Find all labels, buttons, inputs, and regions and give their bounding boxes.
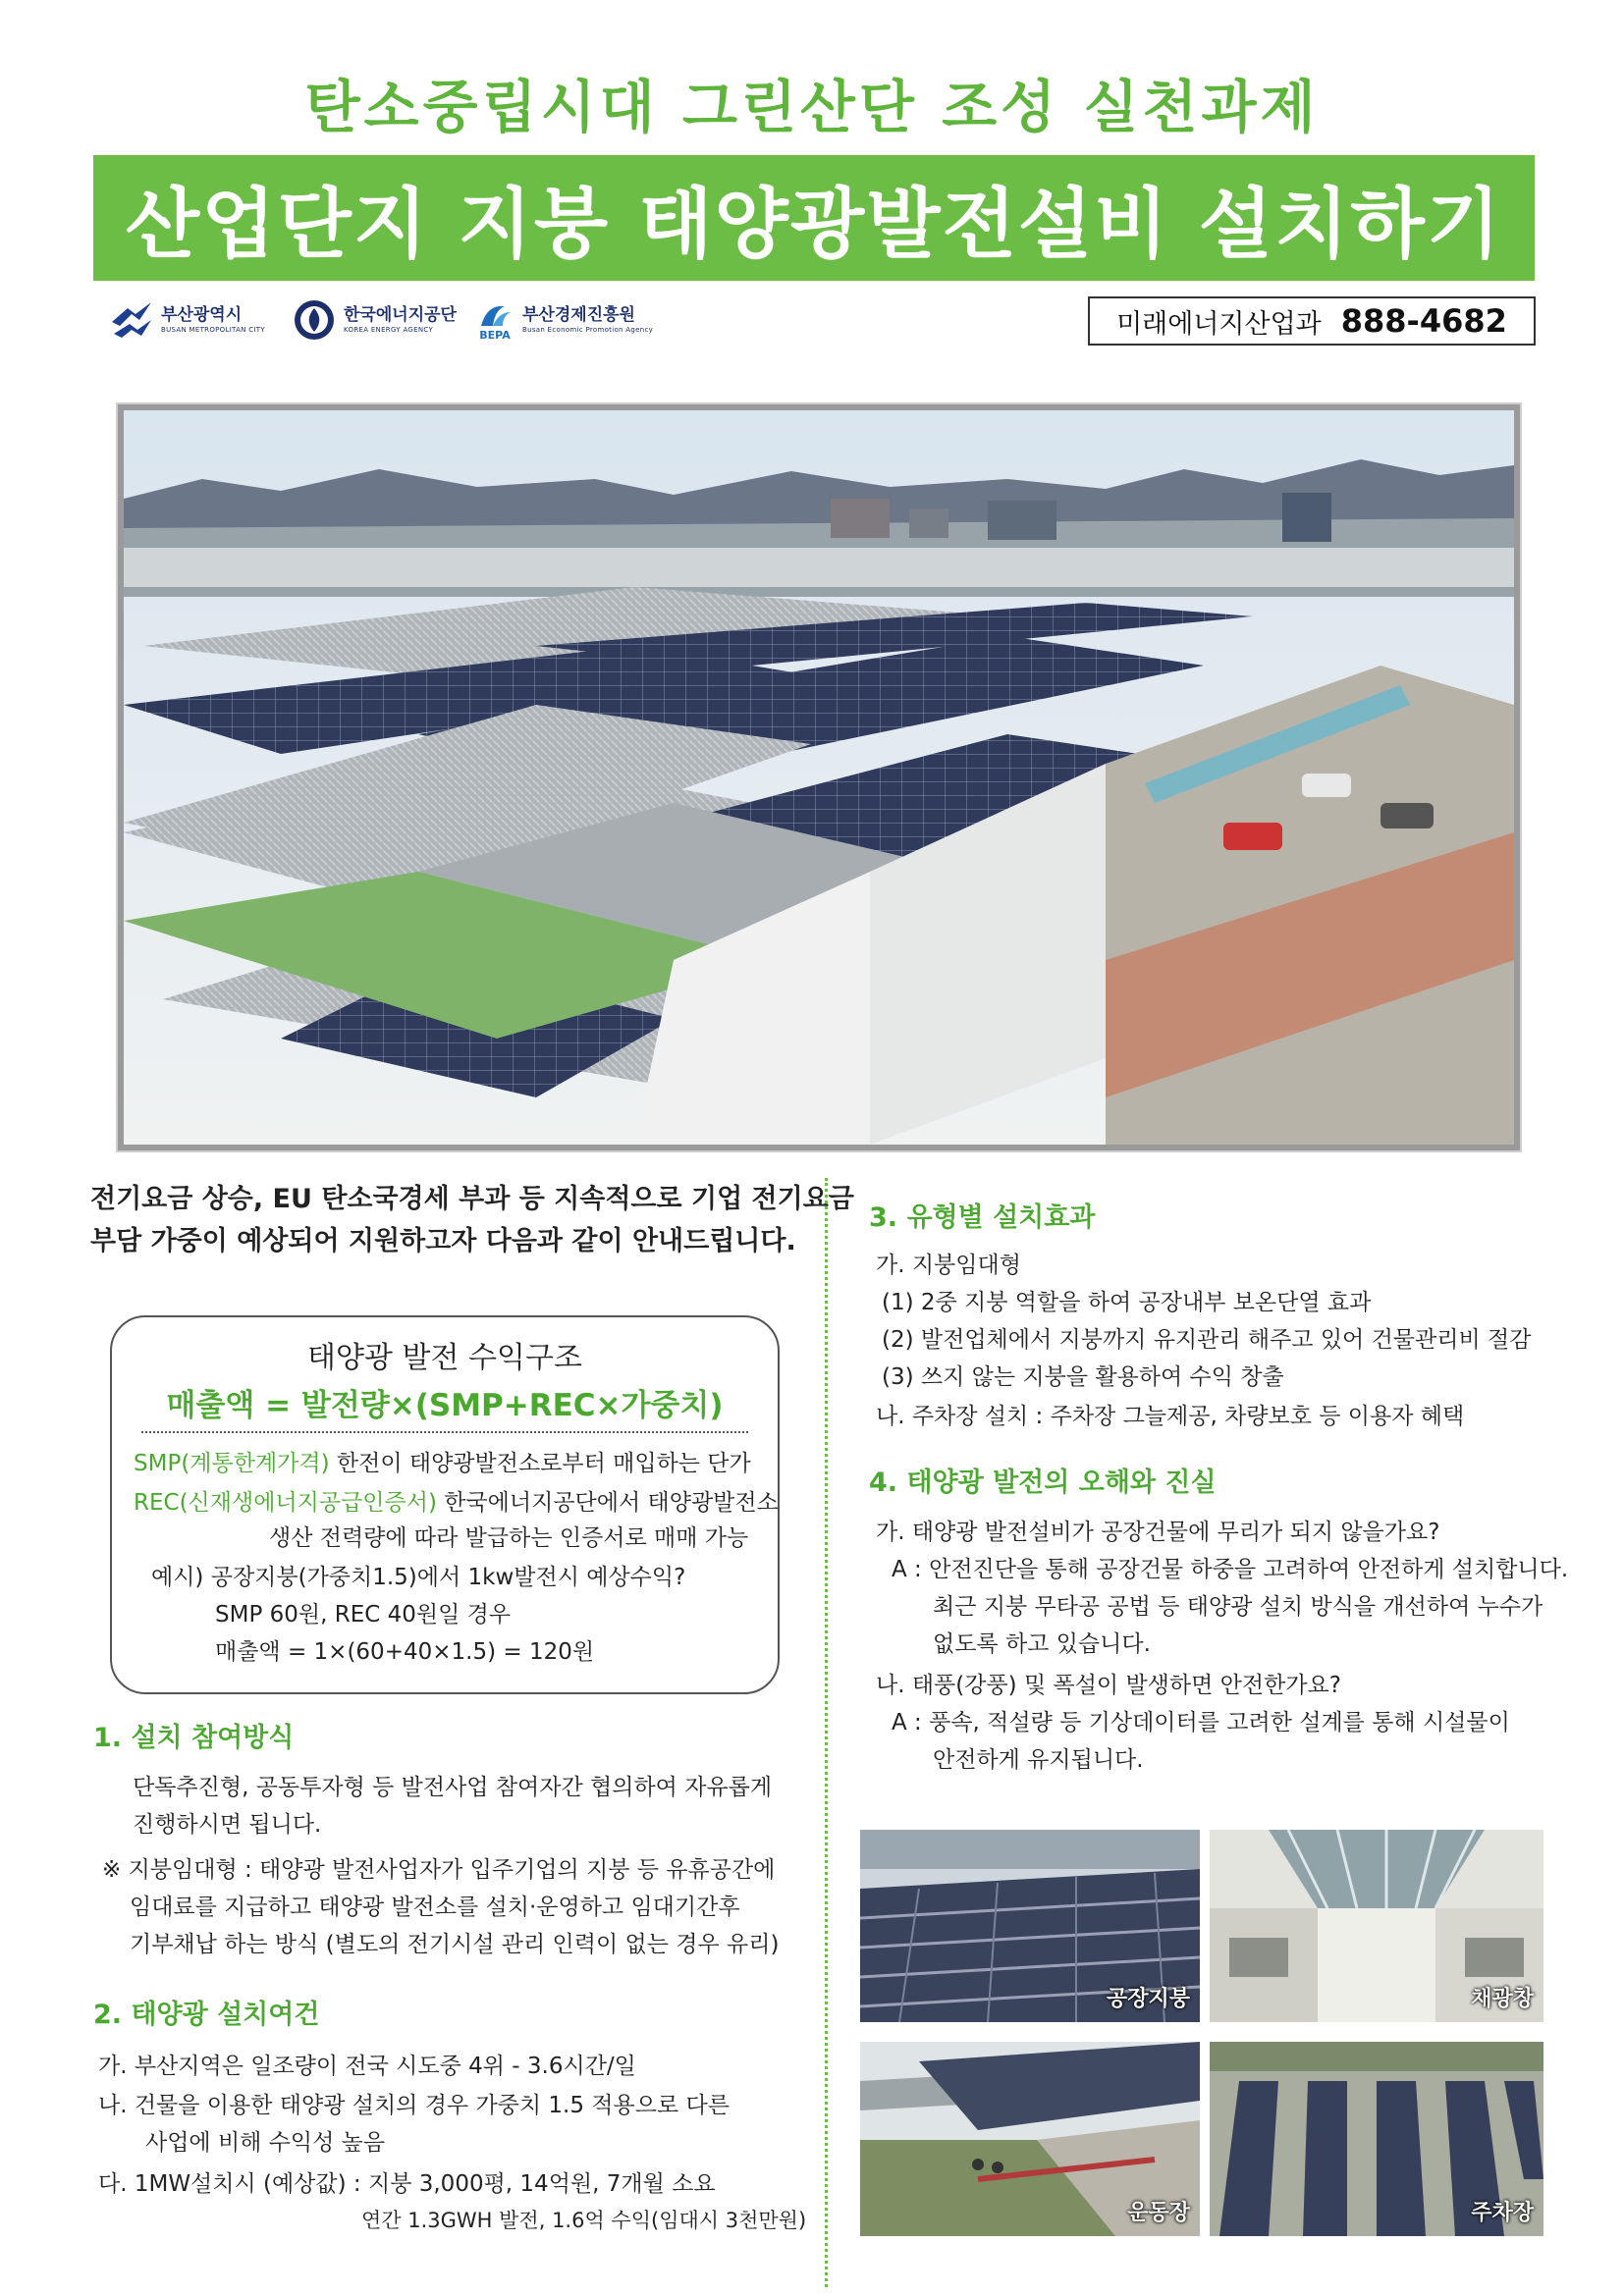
bepa-logo xyxy=(475,296,653,344)
example-line-2: SMP 60원, REC 40원일 경우 xyxy=(215,1602,512,1628)
section-4-answer-1-line-2: 최근 지붕 무타공 공법 등 태양광 설치 방식을 개선하여 누수가 xyxy=(933,1594,1543,1620)
title-banner xyxy=(93,155,1535,281)
energy-agency-logo-name: 한국에너지공단 xyxy=(344,304,457,325)
photo-skylight xyxy=(1210,1830,1543,2022)
page-subtitle: 탄소중립시대 그린산단 조성 실천과제 xyxy=(304,74,1320,140)
section-2-item-a: 가. 부산지역은 일조량이 전국 시도중 4위 - 3.6시간/일 xyxy=(98,2054,636,2079)
revenue-structure-box xyxy=(110,1315,780,1694)
photo-playground xyxy=(860,2042,1200,2236)
rec-description-2: 생산 전력량에 따라 발급하는 인증서로 매매 가능 xyxy=(269,1525,749,1551)
section-1-text-2: 진행하시면 됩니다. xyxy=(133,1812,322,1838)
rec-term: REC(신재생에너지공급인증서) xyxy=(134,1490,437,1516)
bepa-logo-icon xyxy=(475,300,514,330)
section-2-heading: 2. 태양광 설치여건 xyxy=(93,2000,320,2030)
contact-department: 미래에너지산업과 xyxy=(1116,308,1322,340)
revenue-box-title: 태양광 발전 수익구조 xyxy=(307,1341,582,1375)
section-4-answer-1-line-3: 없도록 하고 있습니다. xyxy=(933,1631,1151,1657)
busan-logo-name-en: BUSAN METROPOLITAN CITY xyxy=(161,325,265,334)
solar-rooftop-image xyxy=(124,410,1514,1145)
section-4-answer-2-line-1: A : 풍속, 적설량 등 기상데이터를 고려한 설계를 통해 시설물이 xyxy=(892,1710,1510,1735)
section-3-item-b: 나. 주차장 설치 : 주차장 그늘제공, 차량보호 등 이용자 혜택 xyxy=(876,1404,1465,1429)
example-line-3: 매출액 = 1×(60+40×1.5) = 120원 xyxy=(215,1639,595,1665)
section-2-item-c-cont: 연간 1.3GWH 발전, 1.6억 수익(임대시 3천만원) xyxy=(361,2209,807,2232)
rec-description: 한국에너지공단에서 태양광발전소 xyxy=(436,1490,779,1516)
section-1-note-2: 임대료를 지급하고 태양광 발전소를 설치·운영하고 임대기간후 xyxy=(130,1895,740,1920)
bepa-logo-name: 부산경제진흥원 xyxy=(522,304,635,325)
photo-factory-roof xyxy=(860,1830,1200,2022)
section-1-heading: 1. 설치 참여방식 xyxy=(93,1723,295,1753)
section-2-item-c: 다. 1MW설치시 (예상값) : 지붕 3,000평, 14억원, 7개월 소요 xyxy=(98,2171,716,2197)
revenue-formula: 매출액 = 발전량×(SMP+REC×가중치) xyxy=(166,1388,724,1423)
contact-box xyxy=(1088,296,1536,346)
section-4-heading: 4. 태양광 발전의 오해와 진실 xyxy=(869,1468,1217,1498)
section-2-item-b: 나. 건물을 이용한 태양광 설치의 경우 가중치 1.5 적용으로 다른 xyxy=(98,2093,730,2118)
section-1-text-1: 단독추진형, 공동투자형 등 발전사업 참여자간 협의하여 자유롭게 xyxy=(133,1775,773,1800)
section-1-note-3: 기부채납 하는 방식 (별도의 전기시설 관리 인력이 없는 경우 유리) xyxy=(130,1932,780,1957)
bepa-abbr: BEPA xyxy=(479,328,511,342)
photo-caption-parking-lot: 주차장 xyxy=(1471,2201,1534,2225)
smp-term: SMP(계통한계가격) xyxy=(134,1451,330,1476)
example-line-1: 예시) 공장지붕(가중치1.5)에서 1kw발전시 예상수익? xyxy=(151,1565,686,1590)
column-divider xyxy=(825,1178,828,2287)
section-3-item-a: 가. 지붕임대형 xyxy=(876,1253,1021,1278)
intro-line-2: 부담 가중이 예상되어 지원하고자 다음과 같이 안내드립니다. xyxy=(90,1226,796,1257)
section-3-item-a3: (3) 쓰지 않는 지붕을 활용하여 수익 창출 xyxy=(882,1364,1284,1390)
dotted-divider xyxy=(141,1431,748,1433)
photo-caption-factory-roof: 공장지붕 xyxy=(1106,1987,1190,2011)
section-1-note-1: ※ 지붕임대형 : 태양광 발전사업자가 입주기업의 지붕 등 유휴공간에 xyxy=(102,1857,776,1883)
section-2-item-b-cont: 사업에 비해 수익성 높음 xyxy=(145,2130,386,2156)
photo-caption-playground: 운동장 xyxy=(1127,2201,1190,2225)
busan-logo xyxy=(110,296,265,344)
energy-agency-logo xyxy=(293,296,457,344)
busan-logo-name: 부산광역시 xyxy=(161,304,243,325)
energy-agency-logo-name-en: KOREA ENERGY AGENCY xyxy=(344,325,434,334)
page-title: 산업단지 지붕 태양광발전설비 설치하기 xyxy=(125,181,1503,269)
contact-phone: 888-4682 xyxy=(1340,302,1507,340)
section-4-question-2: 나. 태풍(강풍) 및 폭설이 발생하면 안전한가요? xyxy=(876,1673,1341,1698)
bepa-logo-name-en: Busan Economic Promotion Agency xyxy=(522,325,654,334)
section-4-question-1: 가. 태양광 발전설비가 공장건물에 무리가 되지 않을가요? xyxy=(876,1520,1440,1545)
photo-caption-skylight: 채광창 xyxy=(1471,1987,1534,2011)
busan-logo-icon xyxy=(110,300,153,340)
main-photo xyxy=(118,404,1520,1150)
section-3-heading: 3. 유형별 설치효과 xyxy=(869,1202,1096,1233)
smp-description: 한전이 태양광발전소로부터 매입하는 단가 xyxy=(329,1451,751,1476)
section-3-item-a2: (2) 발전업체에서 지붕까지 유지관리 해주고 있어 건물관리비 절감 xyxy=(882,1327,1532,1353)
section-3-item-a1: (1) 2중 지붕 역할을 하여 공장내부 보온단열 효과 xyxy=(882,1290,1372,1315)
section-4-answer-2-line-2: 안전하게 유지됩니다. xyxy=(933,1747,1144,1773)
photo-parking-lot xyxy=(1210,2042,1543,2236)
intro-line-1: 전기요금 상승, EU 탄소국경세 부과 등 지속적으로 기업 전기요금 xyxy=(90,1184,854,1214)
energy-agency-logo-icon xyxy=(293,298,336,342)
section-4-answer-1-line-1: A : 안전진단을 통해 공장건물 하중을 고려하여 안전하게 설치합니다. xyxy=(892,1557,1569,1582)
